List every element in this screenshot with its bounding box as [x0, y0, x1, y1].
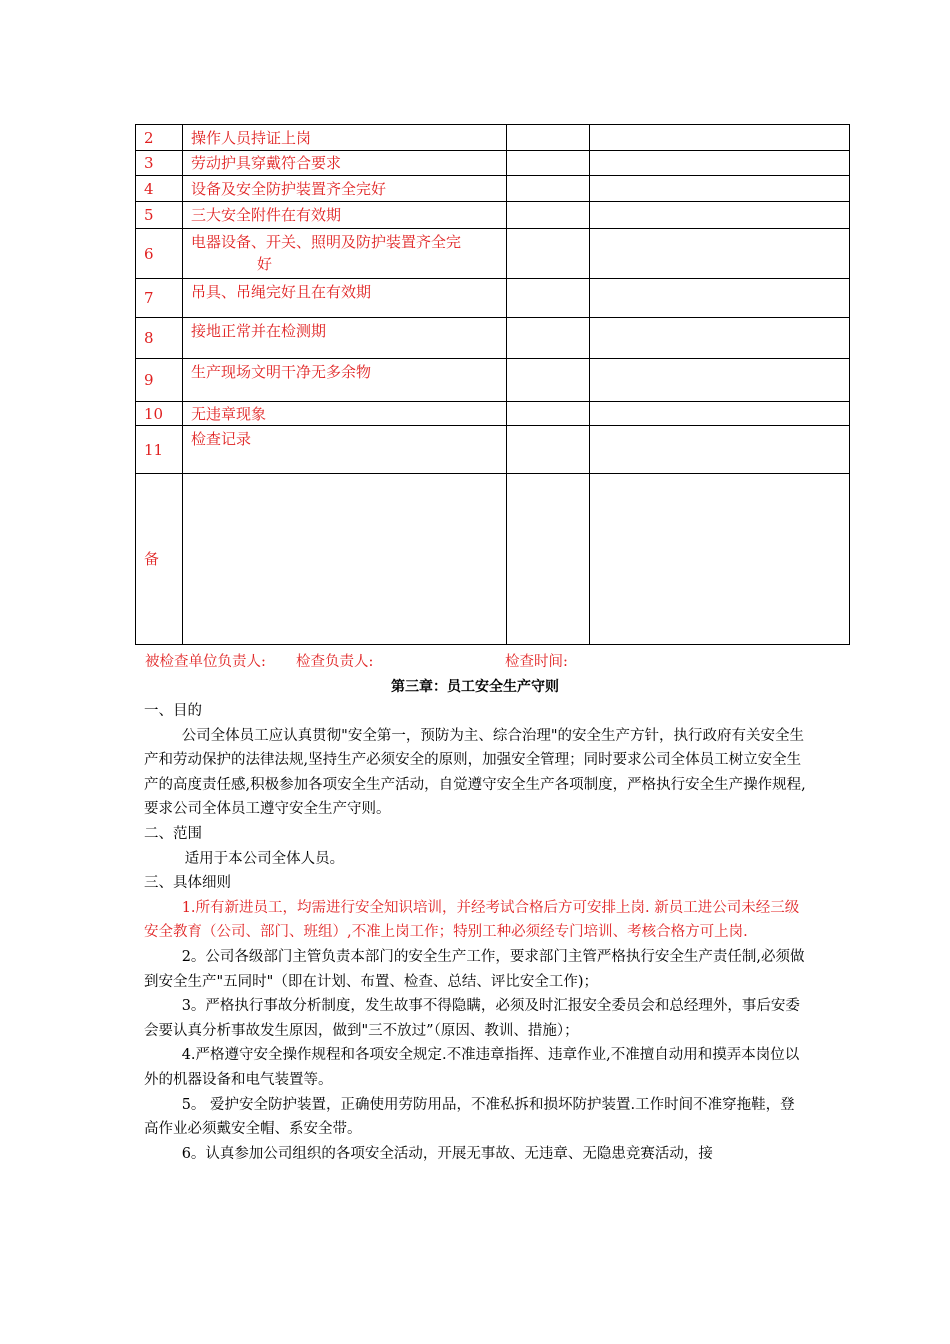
remark-label: 备	[136, 474, 183, 645]
check-item: 设备及安全防护装置齐全完好	[183, 176, 507, 202]
table-row	[136, 426, 850, 474]
result-cell	[507, 176, 590, 202]
rule-item: 3。严格执行事故分析制度，发生故事不得隐瞒，必须及时汇报安全委员会和总经理外，事后安委会要认真分析事故发生原因，做到"三不放过”（原因、教训、措施）；	[144, 998, 800, 1039]
result-cell	[507, 151, 590, 176]
row-number: 5	[136, 202, 183, 229]
remark-cell	[183, 474, 507, 645]
check-item: 三大安全附件在有效期	[183, 202, 507, 229]
remarks-row	[136, 474, 850, 645]
unit-head-signature: 被检查单位负责人:	[145, 654, 266, 670]
result-cell	[507, 229, 590, 279]
table-row	[136, 125, 850, 151]
row-number: 8	[136, 318, 183, 359]
check-item	[183, 229, 507, 279]
row-number: 4	[136, 176, 183, 202]
check-item: 无违章现象	[183, 402, 507, 426]
result-cell	[507, 279, 590, 318]
check-item: 检查记录	[183, 426, 507, 474]
check-item: 操作人员持证上岗	[183, 125, 507, 151]
purpose-paragraph: 公司全体员工应认真贯彻"安全第一，预防为主、综合治理"的安全生产方针，执行政府有关安全生产和劳动保护的法律法规,坚持生产必须安全的原则，加强安全管理；同时要求公司全体员工树立安全生产的高度责任感,积极参加各项安全生产活动，自觉遵守安全生产各项制度，严格执行安全生产操作规程,要求公司全体员工遵守安全生产守则。	[144, 727, 806, 818]
table-row	[136, 318, 850, 359]
note-cell	[590, 176, 850, 202]
table-row	[136, 279, 850, 318]
note-cell	[590, 402, 850, 426]
check-item-line: 电器设备、开关、照明及防护装置齐全完	[191, 233, 462, 251]
table-row	[136, 402, 850, 426]
check-item-line: 好	[257, 255, 273, 273]
inspection-time: 检查时间:	[505, 654, 568, 670]
note-cell	[590, 125, 850, 151]
rules-heading: 三、具体细则	[144, 875, 231, 892]
result-cell	[507, 426, 590, 474]
check-item: 吊具、吊绳完好且在有效期	[183, 279, 507, 318]
result-cell	[507, 402, 590, 426]
note-cell	[590, 151, 850, 176]
check-item: 接地正常并在检测期	[183, 318, 507, 359]
chapter-title: 第三章：员工安全生产守则	[391, 679, 559, 695]
result-cell	[507, 318, 590, 359]
document-body	[144, 699, 808, 1166]
table-row	[136, 151, 850, 176]
table-row	[136, 176, 850, 202]
rule-item: 2。公司各级部门主管负责本部门的安全生产工作，要求部门主管严格执行安全生产责任制,必须做到安全生产"五同时"（即在计划、布置、检查、总结、评比安全工作)；	[144, 948, 805, 990]
result-cell	[507, 359, 590, 402]
note-cell	[590, 318, 850, 359]
rule-item: 5。 爱护安全防护装置，正确使用劳防用品，不准私拆和损坏防护装置.工作时间不准穿拖鞋，登高作业必须戴安全帽、系安全带。	[144, 1096, 795, 1138]
row-number: 9	[136, 359, 183, 402]
result-cell	[507, 202, 590, 229]
rule-item: 4.严格遵守安全操作规程和各项安全规定.不准违章指挥、违章作业,不准擅自动用和摸弄本岗位以外的机器设备和电气装置等。	[144, 1047, 800, 1088]
result-cell	[507, 474, 590, 645]
row-number: 7	[136, 279, 183, 318]
note-cell	[590, 426, 850, 474]
inspector-signature: 检查负责人:	[296, 654, 374, 670]
note-cell	[590, 359, 850, 402]
table-row	[136, 359, 850, 402]
inspection-table	[135, 124, 850, 645]
row-number: 11	[136, 426, 183, 474]
row-number: 2	[136, 125, 183, 151]
check-item: 劳动护具穿戴符合要求	[183, 151, 507, 176]
note-cell	[590, 229, 850, 279]
row-number: 10	[136, 402, 183, 426]
table-row	[136, 229, 850, 279]
table-row	[136, 202, 850, 229]
scope-heading: 二、范围	[144, 825, 202, 842]
purpose-heading: 一、目的	[144, 703, 202, 719]
note-cell	[590, 279, 850, 318]
row-number: 6	[136, 229, 183, 279]
note-cell	[590, 474, 850, 645]
result-cell	[507, 125, 590, 151]
check-item: 生产现场文明干净无多余物	[183, 359, 507, 402]
rule-item: 1.所有新进员工，均需进行安全知识培训，并经考试合格后方可安排上岗. 新员工进公司未经三级安全教育（公司、部门、班组）,不准上岗工作；特别工种必须经专门培训、考核合格方可上岗.	[144, 899, 800, 941]
row-number: 3	[136, 151, 183, 176]
note-cell	[590, 202, 850, 229]
scope-paragraph: 适用于本公司全体人员。	[184, 850, 345, 867]
rule-item: 6。认真参加公司组织的各项安全活动，开展无事故、无违章、无隐患竞赛活动，接	[181, 1145, 713, 1162]
